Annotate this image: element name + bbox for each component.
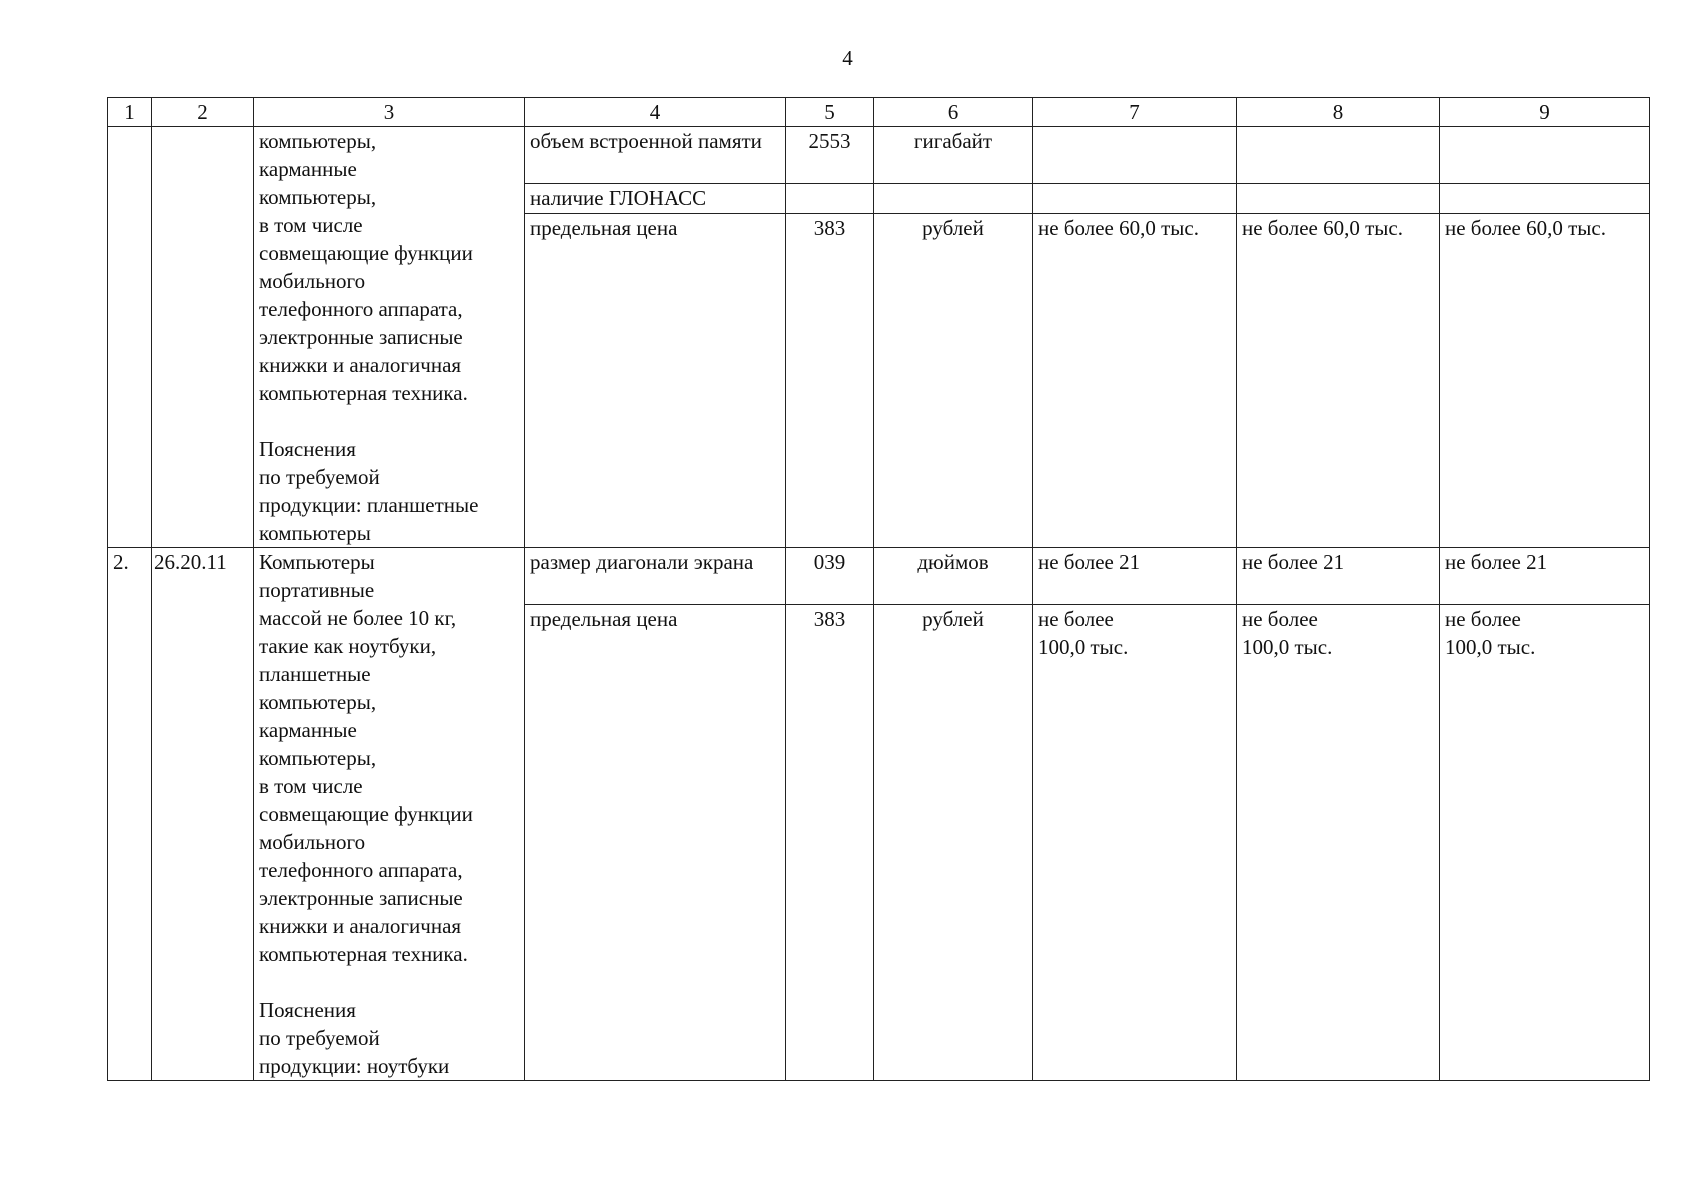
characteristic-name: предельная цена	[525, 214, 786, 548]
value-col-8	[1237, 127, 1440, 184]
unit-code: 2553	[786, 127, 874, 184]
row-number	[108, 127, 152, 548]
table-row	[108, 127, 1650, 184]
value-col-7: не более 60,0 тыс.	[1033, 214, 1237, 548]
value-col-9	[1440, 184, 1650, 214]
unit-name: рублей	[874, 605, 1033, 1081]
unit-name: дюймов	[874, 548, 1033, 605]
value-col-7	[1033, 184, 1237, 214]
column-number: 8	[1237, 98, 1440, 127]
value-col-7: не более 21	[1033, 548, 1237, 605]
column-number: 7	[1033, 98, 1237, 127]
column-number: 5	[786, 98, 874, 127]
characteristic-name: объем встроенной памяти	[525, 127, 786, 184]
unit-code: 383	[786, 214, 874, 548]
value-col-7: не более 100,0 тыс.	[1033, 605, 1237, 1081]
characteristic-name: размер диагонали экрана	[525, 548, 786, 605]
value-col-7	[1033, 127, 1237, 184]
column-numbers-row	[108, 98, 1650, 127]
characteristic-name: предельная цена	[525, 605, 786, 1081]
column-number: 6	[874, 98, 1033, 127]
unit-name: рублей	[874, 214, 1033, 548]
unit-name: гигабайт	[874, 127, 1033, 184]
value-col-8	[1237, 184, 1440, 214]
unit-code: 039	[786, 548, 874, 605]
table-row	[108, 548, 1650, 605]
column-number: 1	[108, 98, 152, 127]
unit-name	[874, 184, 1033, 214]
column-number: 2	[152, 98, 254, 127]
characteristic-name: наличие ГЛОНАСС	[525, 184, 786, 214]
okpd-code	[152, 127, 254, 548]
value-col-8: не более 100,0 тыс.	[1237, 605, 1440, 1081]
specifications-table	[107, 97, 1650, 1081]
value-col-9: не более 100,0 тыс.	[1440, 605, 1650, 1081]
product-name: Компьютеры портативные массой не более 10 кг, такие как ноутбуки, планшетные компьютеры, карманные компьютеры, в том числе совмещающие функции мобильного телефонного аппарата, электронные записные книжки и аналогичная компьютерная техника. Пояснения по требуемой продукции: ноутбуки	[254, 548, 525, 1081]
row-number: 2.	[108, 548, 152, 1081]
column-number: 3	[254, 98, 525, 127]
value-col-9	[1440, 127, 1650, 184]
page-number: 4	[842, 46, 853, 70]
product-name: компьютеры, карманные компьютеры, в том числе совмещающие функции мобильного телефонного аппарата, электронные записные книжки и аналогичная компьютерная техника. Пояснения по требуемой продукции: планшетные компьютеры	[254, 127, 525, 548]
value-col-8: не более 21	[1237, 548, 1440, 605]
unit-code	[786, 184, 874, 214]
okpd-code: 26.20.11	[152, 548, 254, 1081]
column-number: 4	[525, 98, 786, 127]
column-number: 9	[1440, 98, 1650, 127]
value-col-8: не более 60,0 тыс.	[1237, 214, 1440, 548]
value-col-9: не более 60,0 тыс.	[1440, 214, 1650, 548]
value-col-9: не более 21	[1440, 548, 1650, 605]
unit-code: 383	[786, 605, 874, 1081]
